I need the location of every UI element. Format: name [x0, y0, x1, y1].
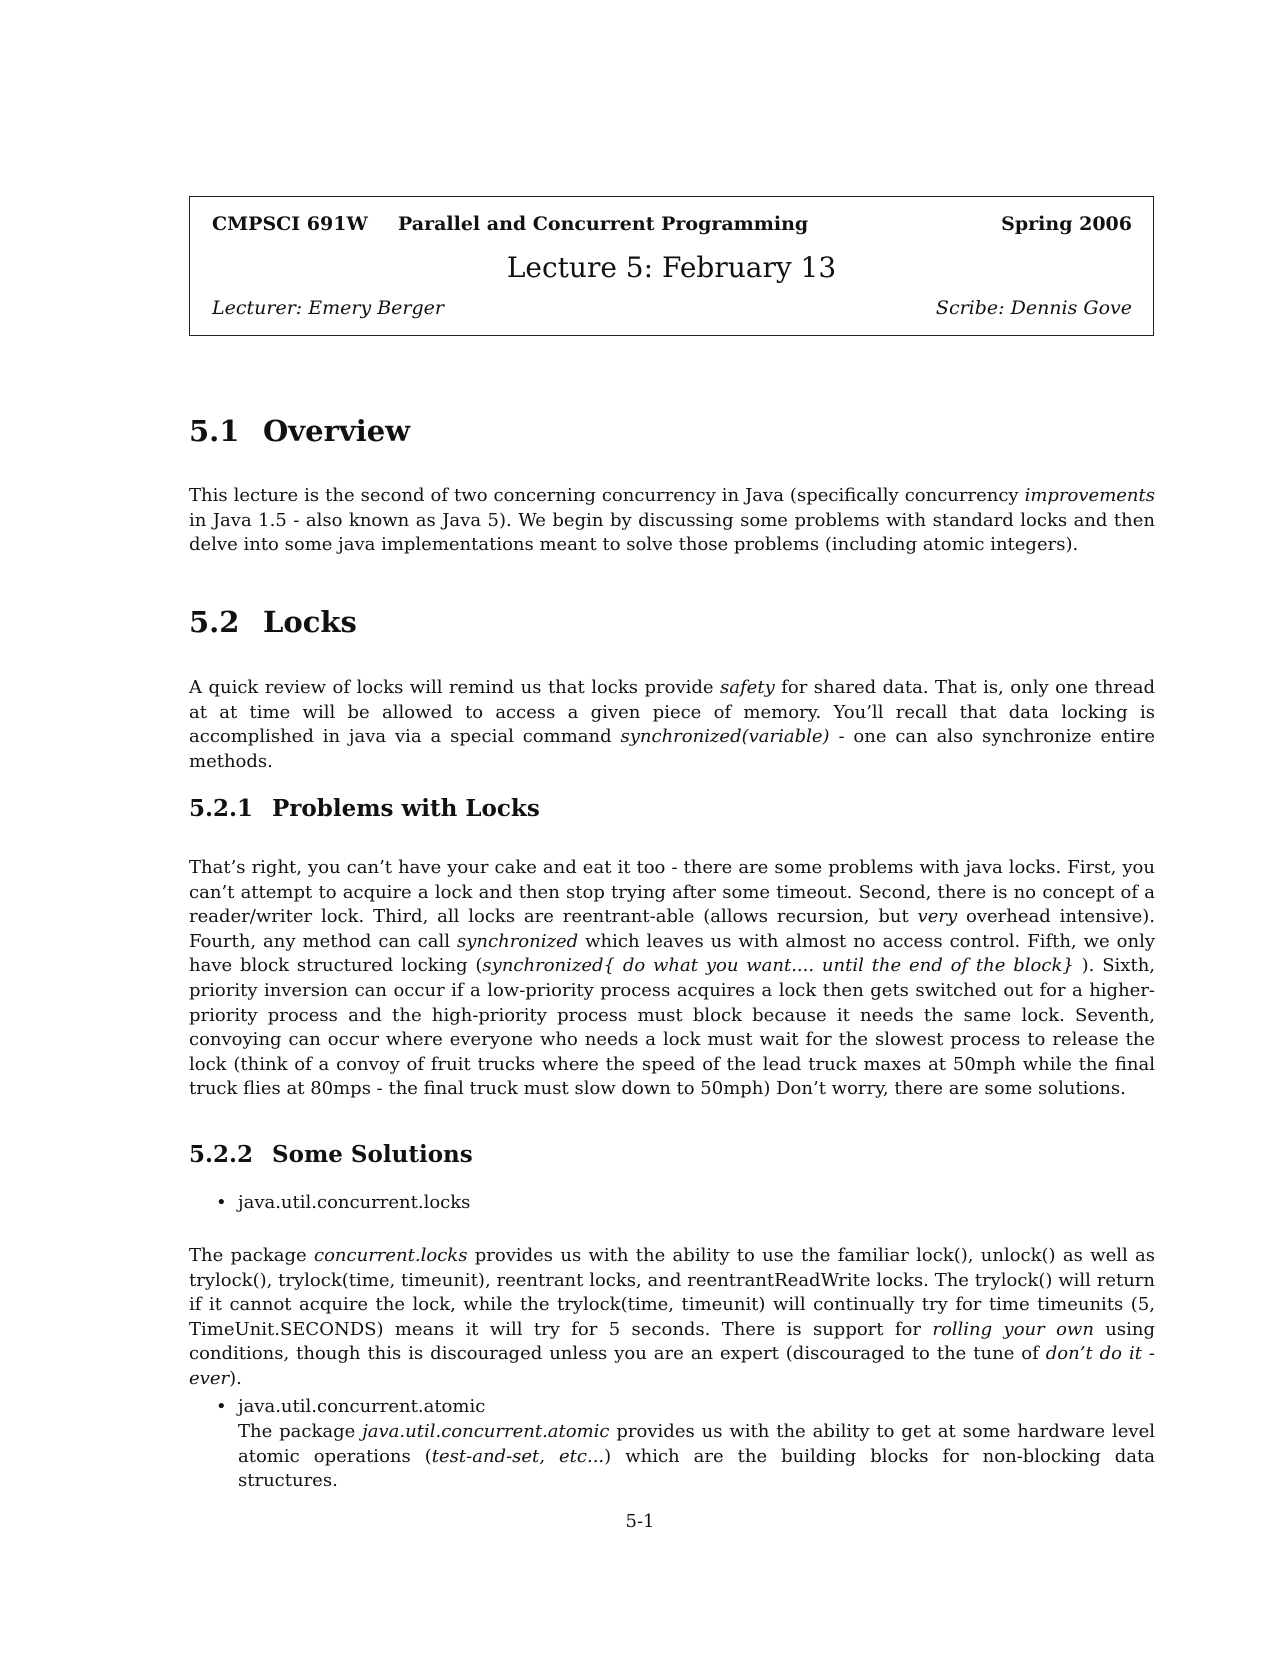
section-number: 5.2 [189, 605, 240, 639]
course-term: Spring 2006 [1001, 213, 1132, 235]
section-title: Locks [263, 605, 357, 639]
section-title: Overview [263, 414, 411, 448]
solutions-paragraph: The package concurrent.locks provides us with the ability to use the familiar lock(), unlock() as well as trylock(), trylock(time, timeunit), reentrant locks, and reentrantReadWrite locks. The trylock() will return if it cannot acquire the lock, while the trylock(time, timeunit) will continually try for time timeunits (5, TimeUnit.SECONDS) means it will try for 5 seconds. There is support for rolling your own using conditions, though this is discouraged unless you are an expert (discouraged to the tune of don’t do it - ever). [189, 1245, 1156, 1389]
lecture-header-box [189, 196, 1154, 336]
locks-paragraph: A quick review of locks will remind us that locks provide safety for shared data. That is, only one thread at at time will be allowed to access a given piece of memory. You’ll recall that data locking is accomplished in java via a special command synchronized(variable) - one can also synchronize entire methods. [189, 677, 1155, 772]
subsection-title: Some Solutions [272, 1141, 473, 1168]
subsection-title: Problems with Locks [272, 795, 540, 822]
section-number: 5.1 [189, 414, 240, 448]
scribe-name: Scribe: Dennis Gove [935, 297, 1132, 319]
course-number: CMPSCI 691W [212, 213, 368, 235]
subsection-number: 5.2.1 [189, 795, 254, 822]
subsection-heading-problems [189, 795, 540, 822]
lecture-title: Lecture 5: February 13 [506, 251, 837, 284]
section-heading-locks [189, 605, 357, 639]
bullet-item-locks [216, 1191, 470, 1216]
course-title: Parallel and Concurrent Programming [398, 213, 809, 235]
subsection-number: 5.2.2 [189, 1141, 254, 1168]
subsection-heading-solutions [189, 1141, 473, 1168]
lecturer-name: Lecturer: Emery Berger [212, 297, 444, 319]
bullet-label: java.util.concurrent.atomic [238, 1396, 486, 1417]
bullet-icon: • [216, 1396, 227, 1417]
overview-paragraph: This lecture is the second of two concerning concurrency in Java (specifically concurrency improvements in Java 1.5 - also known as Java 5). We begin by discussing some problems with standard locks and then delve into some java implementations meant to solve those problems (including atomic integers). [189, 485, 1155, 556]
bullet-item-atomic [216, 1395, 485, 1420]
atomic-description: The package java.util.concurrent.atomic provides us with the ability to get at some hardware level atomic operations (test-and-set, etc...) which are the building blocks for non-blocking data structures. [238, 1421, 1155, 1492]
bullet-label: java.util.concurrent.locks [238, 1192, 471, 1213]
page-number: 5-1 [625, 1511, 655, 1532]
section-heading-overview [189, 414, 410, 448]
bullet-icon: • [216, 1192, 227, 1213]
problems-paragraph: That’s right, you can’t have your cake and eat it too - there are some problems with java locks. First, you can’t attempt to acquire a lock and then stop trying after some timeout. Second, there is no concept of a reader/writer lock. Third, all locks are reentrant-able (allows recursion, but very overhead intensive). Fourth, any method can call synchronized which leaves us with almost no access control. Fifth, we only have block structured locking (synchronized{ do what you want.... until the end of the block} ). Sixth, priority inversion can occur if a low-priority process acquires a lock then gets switched out for a higher-priority process and the high-priority process must block because it needs the same lock. Seventh, convoying can occur where everyone who needs a lock must wait for the slowest process to release the lock (think of a convoy of fruit trucks where the speed of the lead truck maxes at 50mph while the final truck flies at 80mps - the final truck must slow down to 50mph) Don’t worry, there are some solutions. [189, 857, 1156, 1100]
